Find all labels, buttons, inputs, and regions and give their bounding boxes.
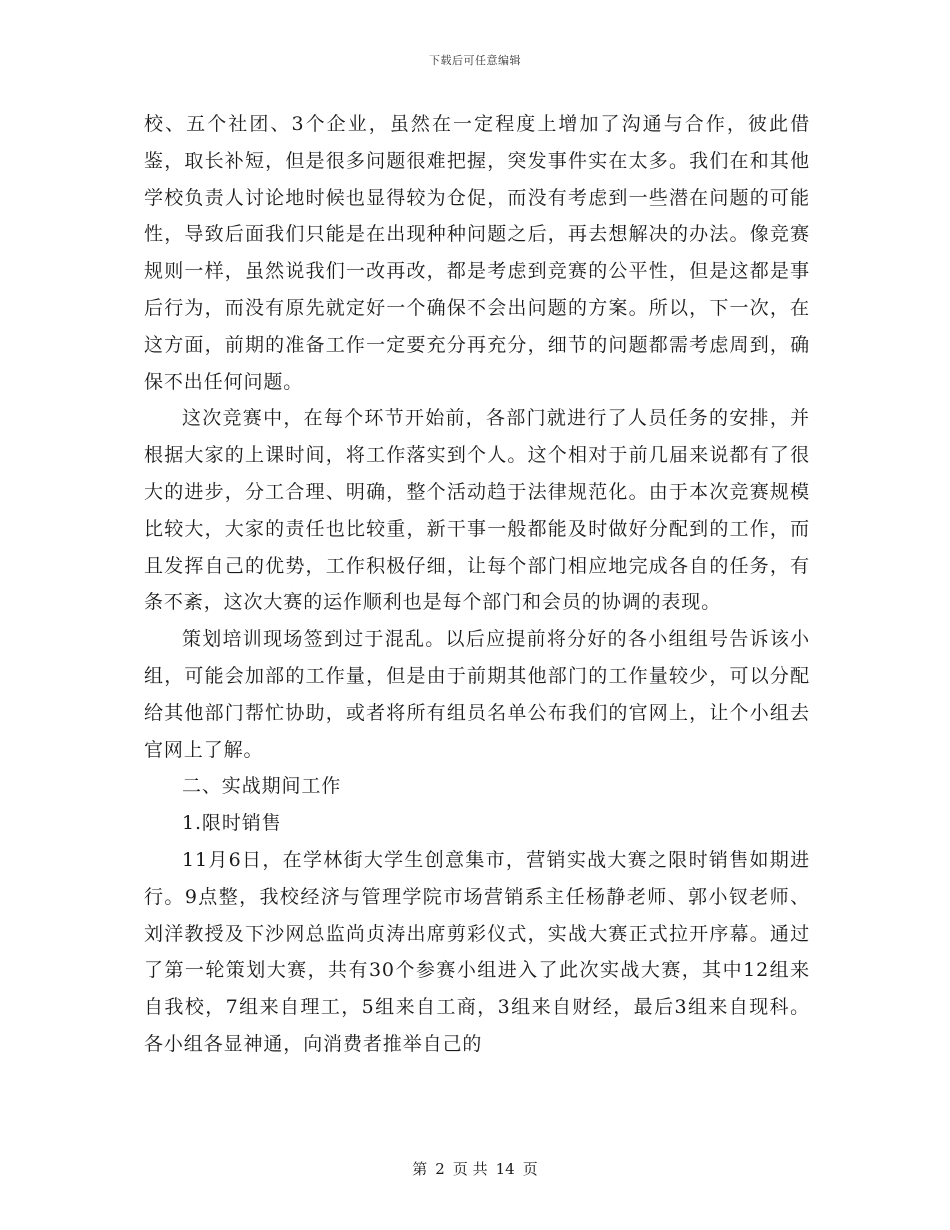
paragraph-timed-sale: 11月6日，在学林街大学生创意集市，营销实战大赛之限时销售如期进行。9点整，我校经济与管理学院市场营销系主任杨静老师、郭小钗老师、刘洋教授及下沙网总监尚贞涛出席剪彩仪式，实战大赛正式拉开序幕。通过了第一轮策划大赛，共有30个参赛小组进入了此次实战大赛，其中12组来自我校，7组来自理工，5组来自工商，3组来自财经，最后3组来自现科。各小组各显神通，向消费者推举自己的: [144, 848, 810, 1055]
page-footer: [0, 1158, 950, 1179]
footer-middle: 页 共: [452, 1160, 488, 1178]
paragraph-continuation: 校、五个社团、3个企业，虽然在一定程度上增加了沟通与合作，彼此借鉴，取长补短，但是很多问题很难把握，突发事件实在太多。我们在和其他学校负责人讨论地时候也显得较为仓促，而没有考虑到一些潜在问题的可能性，导致后面我们只能是在出现种种问题之后，再去想解决的办法。像竞赛规则一样，虽然说我们一改再改，都是考虑到竞赛的公平性，但是这都是事后行为，而没有原先就定好一个确保不会出问题的方案。所以，下一次，在这方面，前期的准备工作一定要充分再充分，细节的问题都需考虑周到，确保不出任何问题。: [144, 113, 810, 393]
paragraph-staffing: 这次竞赛中，在每个环节开始前，各部门就进行了人员任务的安排，并根据大家的上课时间，将工作落实到个人。这个相对于前几届来说都有了很大的进步，分工合理、明确，整个活动趋于法律规范化。由于本次竞赛规模比较大，大家的责任也比较重，新干事一般都能及时做好分配到的工作，而且发挥自己的优势，工作积极仔细，让每个部门相应地完成各自的任务，有条不紊，这次大赛的运作顺利也是每个部门和会员的协调的表现。: [144, 407, 810, 614]
footer-suffix: 页: [522, 1160, 538, 1178]
page-header-note: 下载后可任意编辑: [429, 54, 521, 67]
footer-page-number: 2: [435, 1160, 445, 1178]
subsection-heading: 1.限时销售: [182, 812, 282, 835]
footer-prefix: 第: [412, 1160, 428, 1178]
section-heading: 二、实战期间工作: [182, 775, 342, 798]
document-body: [144, 106, 810, 1063]
paragraph-signin: 策划培训现场签到过于混乱。以后应提前将分好的各小组组号告诉该小组，可能会加部的工作量，但是由于前期其他部门的工作量较少，可以分配给其他部门帮忙协助，或者将所有组员名单公布我们的官网上，让个小组去官网上了解。: [144, 628, 810, 761]
footer-total-pages: 14: [495, 1160, 515, 1178]
